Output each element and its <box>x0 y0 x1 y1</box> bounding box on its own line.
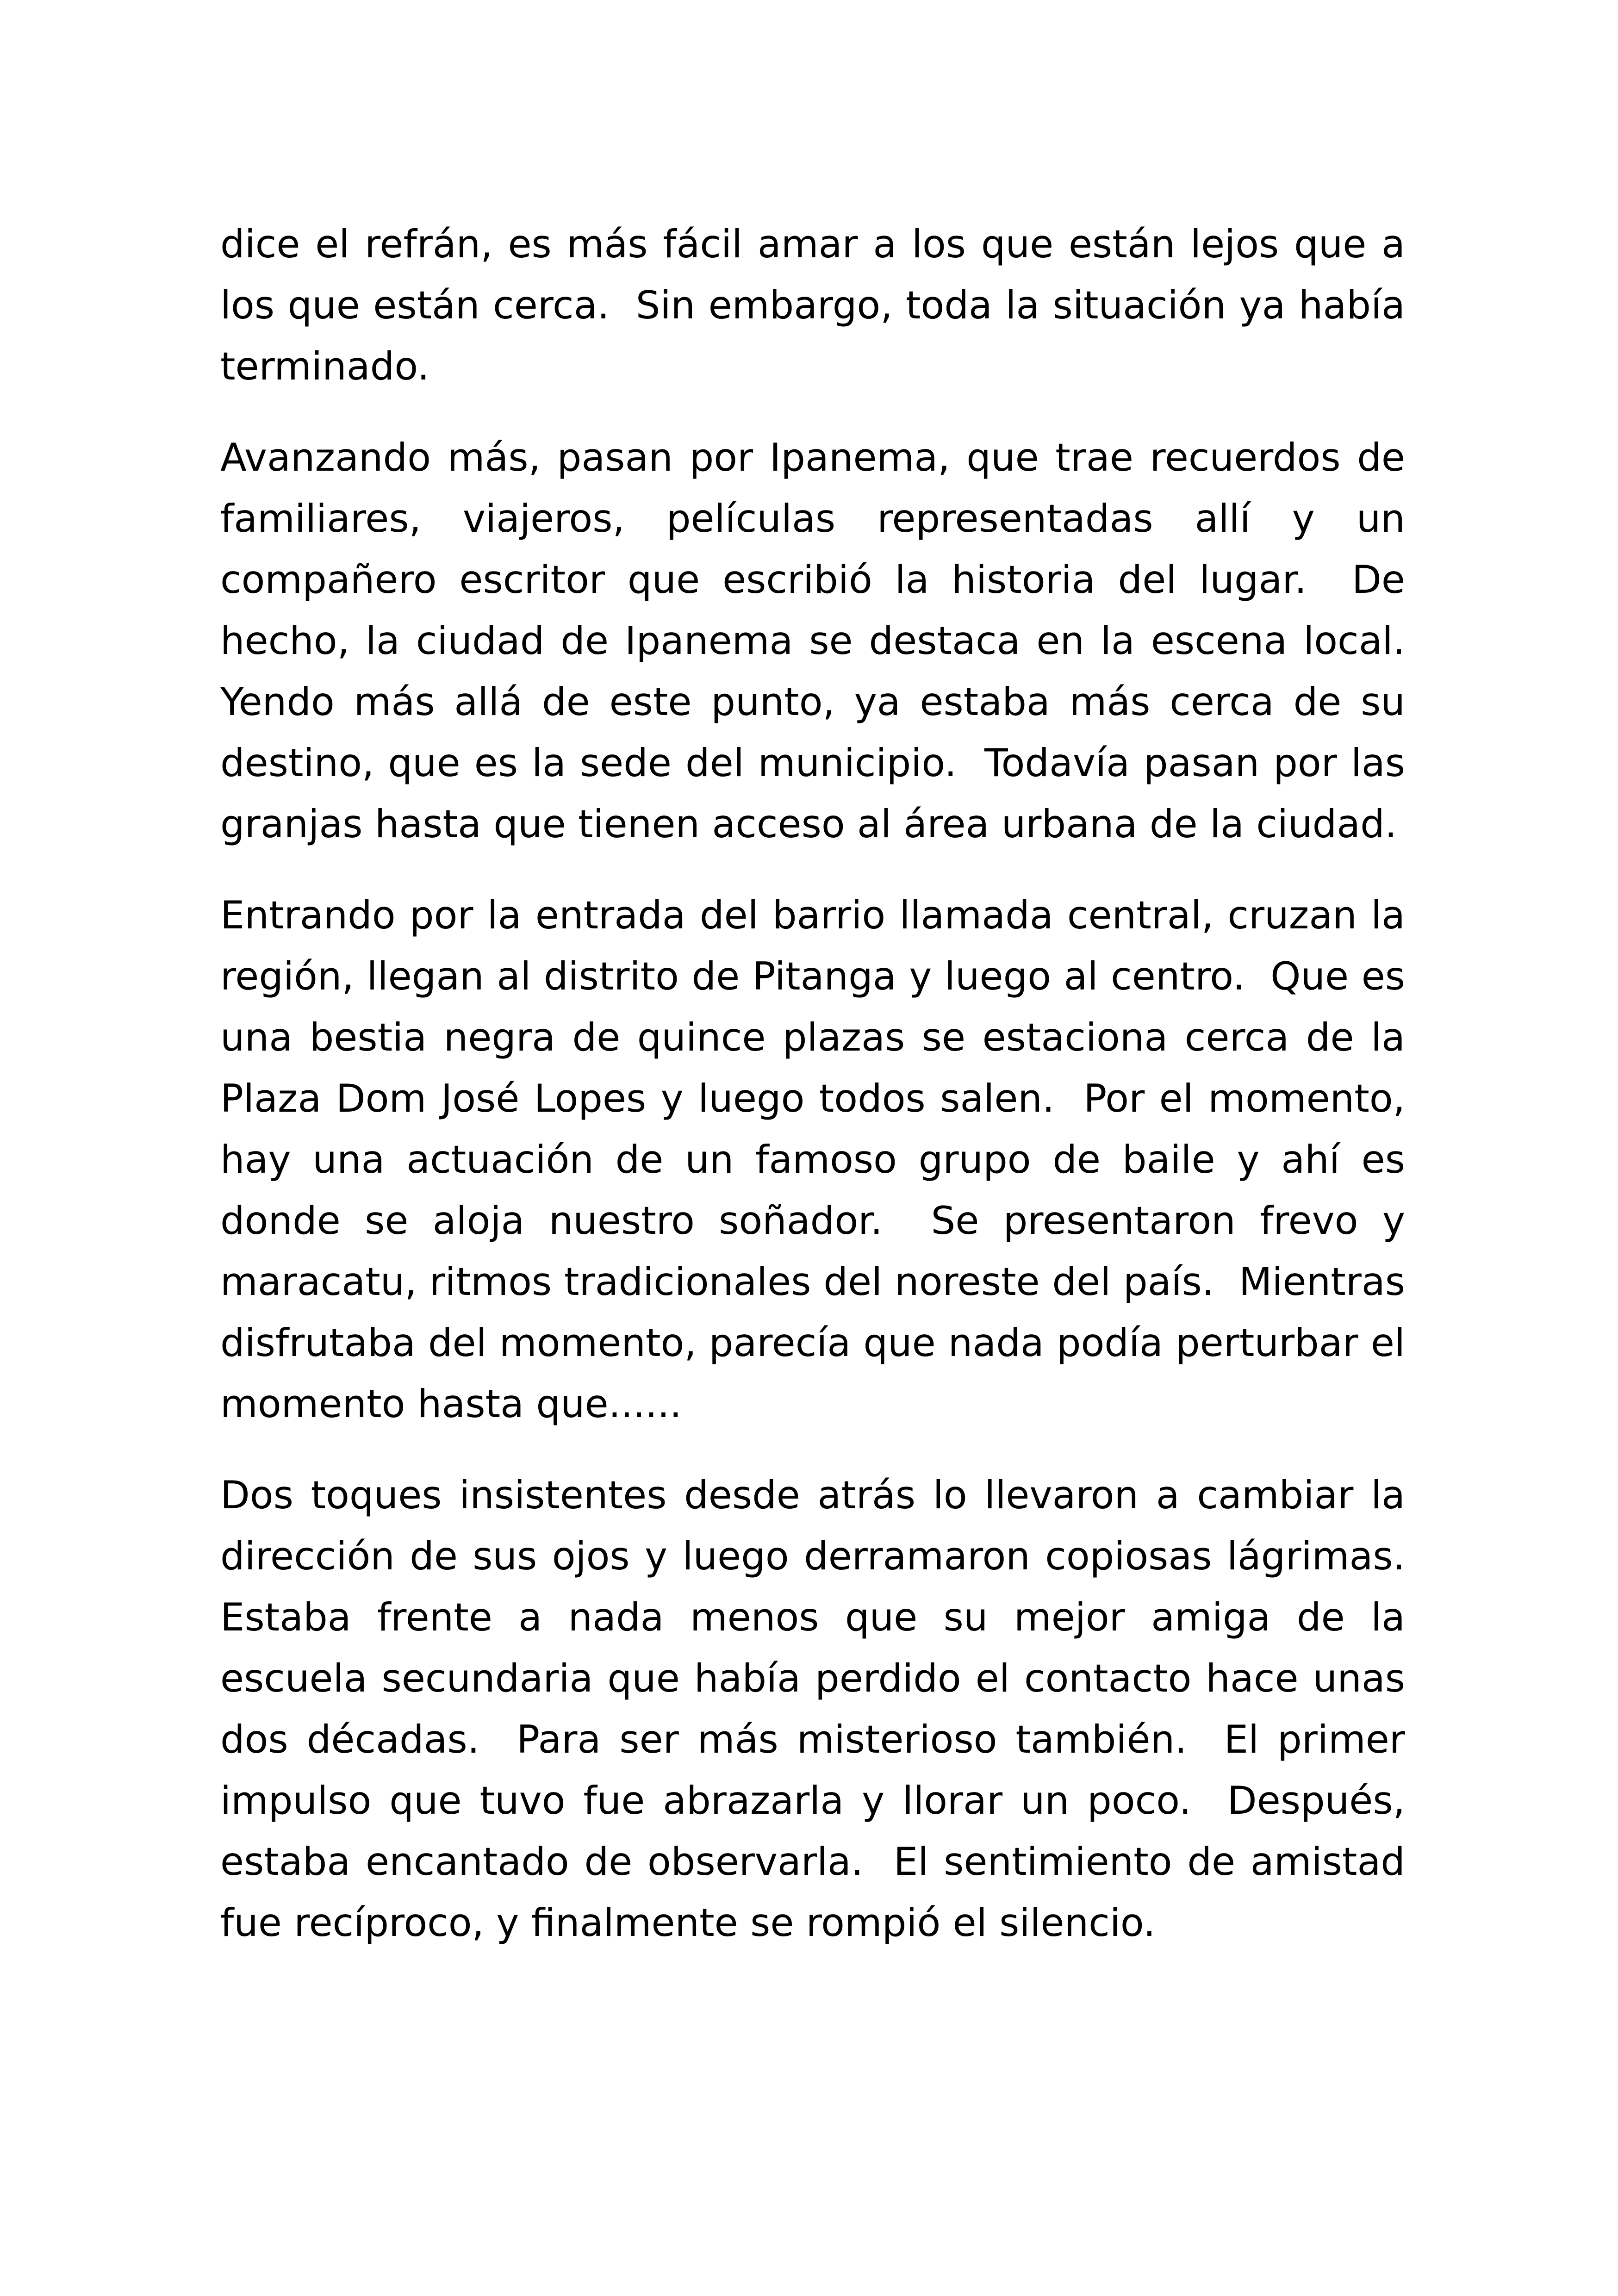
paragraph-3: Entrando por la entrada del barrio llamada central, cruzan la región, llegan al distrito de Pitanga y luego al centro. Que es una bestia negra de quince plazas se estaciona cerca de la Plaza Dom José Lopes y luego todos salen. Por el momento, hay una actuación de un famoso grupo de baile y ahí es donde se aloja nuestro soñador. Se presentaron frevo y maracatu, ritmos tradicionales del noreste del país. Mientras disfrutaba del momento, parecía que nada podía perturbar el momento hasta que...... <box>220 893 1418 1426</box>
body-text <box>220 214 1430 1984</box>
paragraph-4: Dos toques insistentes desde atrás lo llevaron a cambiar la dirección de sus ojos y luego derramaron copiosas lágrimas. Estaba frente a nada menos que su mejor amiga de la escuela secundaria que había perdido el contacto hace unas dos décadas. Para ser más misterioso también. El primer impulso que tuvo fue abrazarla y llorar un poco. Después, estaba encantado de observarla. El sentimiento de amistad fue recíproco, y finalmente se rompió el silencio. <box>220 1473 1430 1945</box>
paragraph-1: dice el refrán, es más fácil amar a los que están lejos que a los que están cerca. Sin embargo, toda la situación ya había terminado. <box>220 222 1418 389</box>
paragraph-2: Avanzando más, pasan por Ipanema, que trae recuerdos de familiares, viajeros, películas representadas allí y un compañero escritor que escribió la historia del lugar. De hecho, la ciudad de Ipanema se destaca en la escena local. Yendo más allá de este punto, ya estaba más cerca de su destino, que es la sede del municipio. Todavía pasan por las granjas hasta que tienen acceso al área urbana de la ciudad. <box>220 435 1430 846</box>
